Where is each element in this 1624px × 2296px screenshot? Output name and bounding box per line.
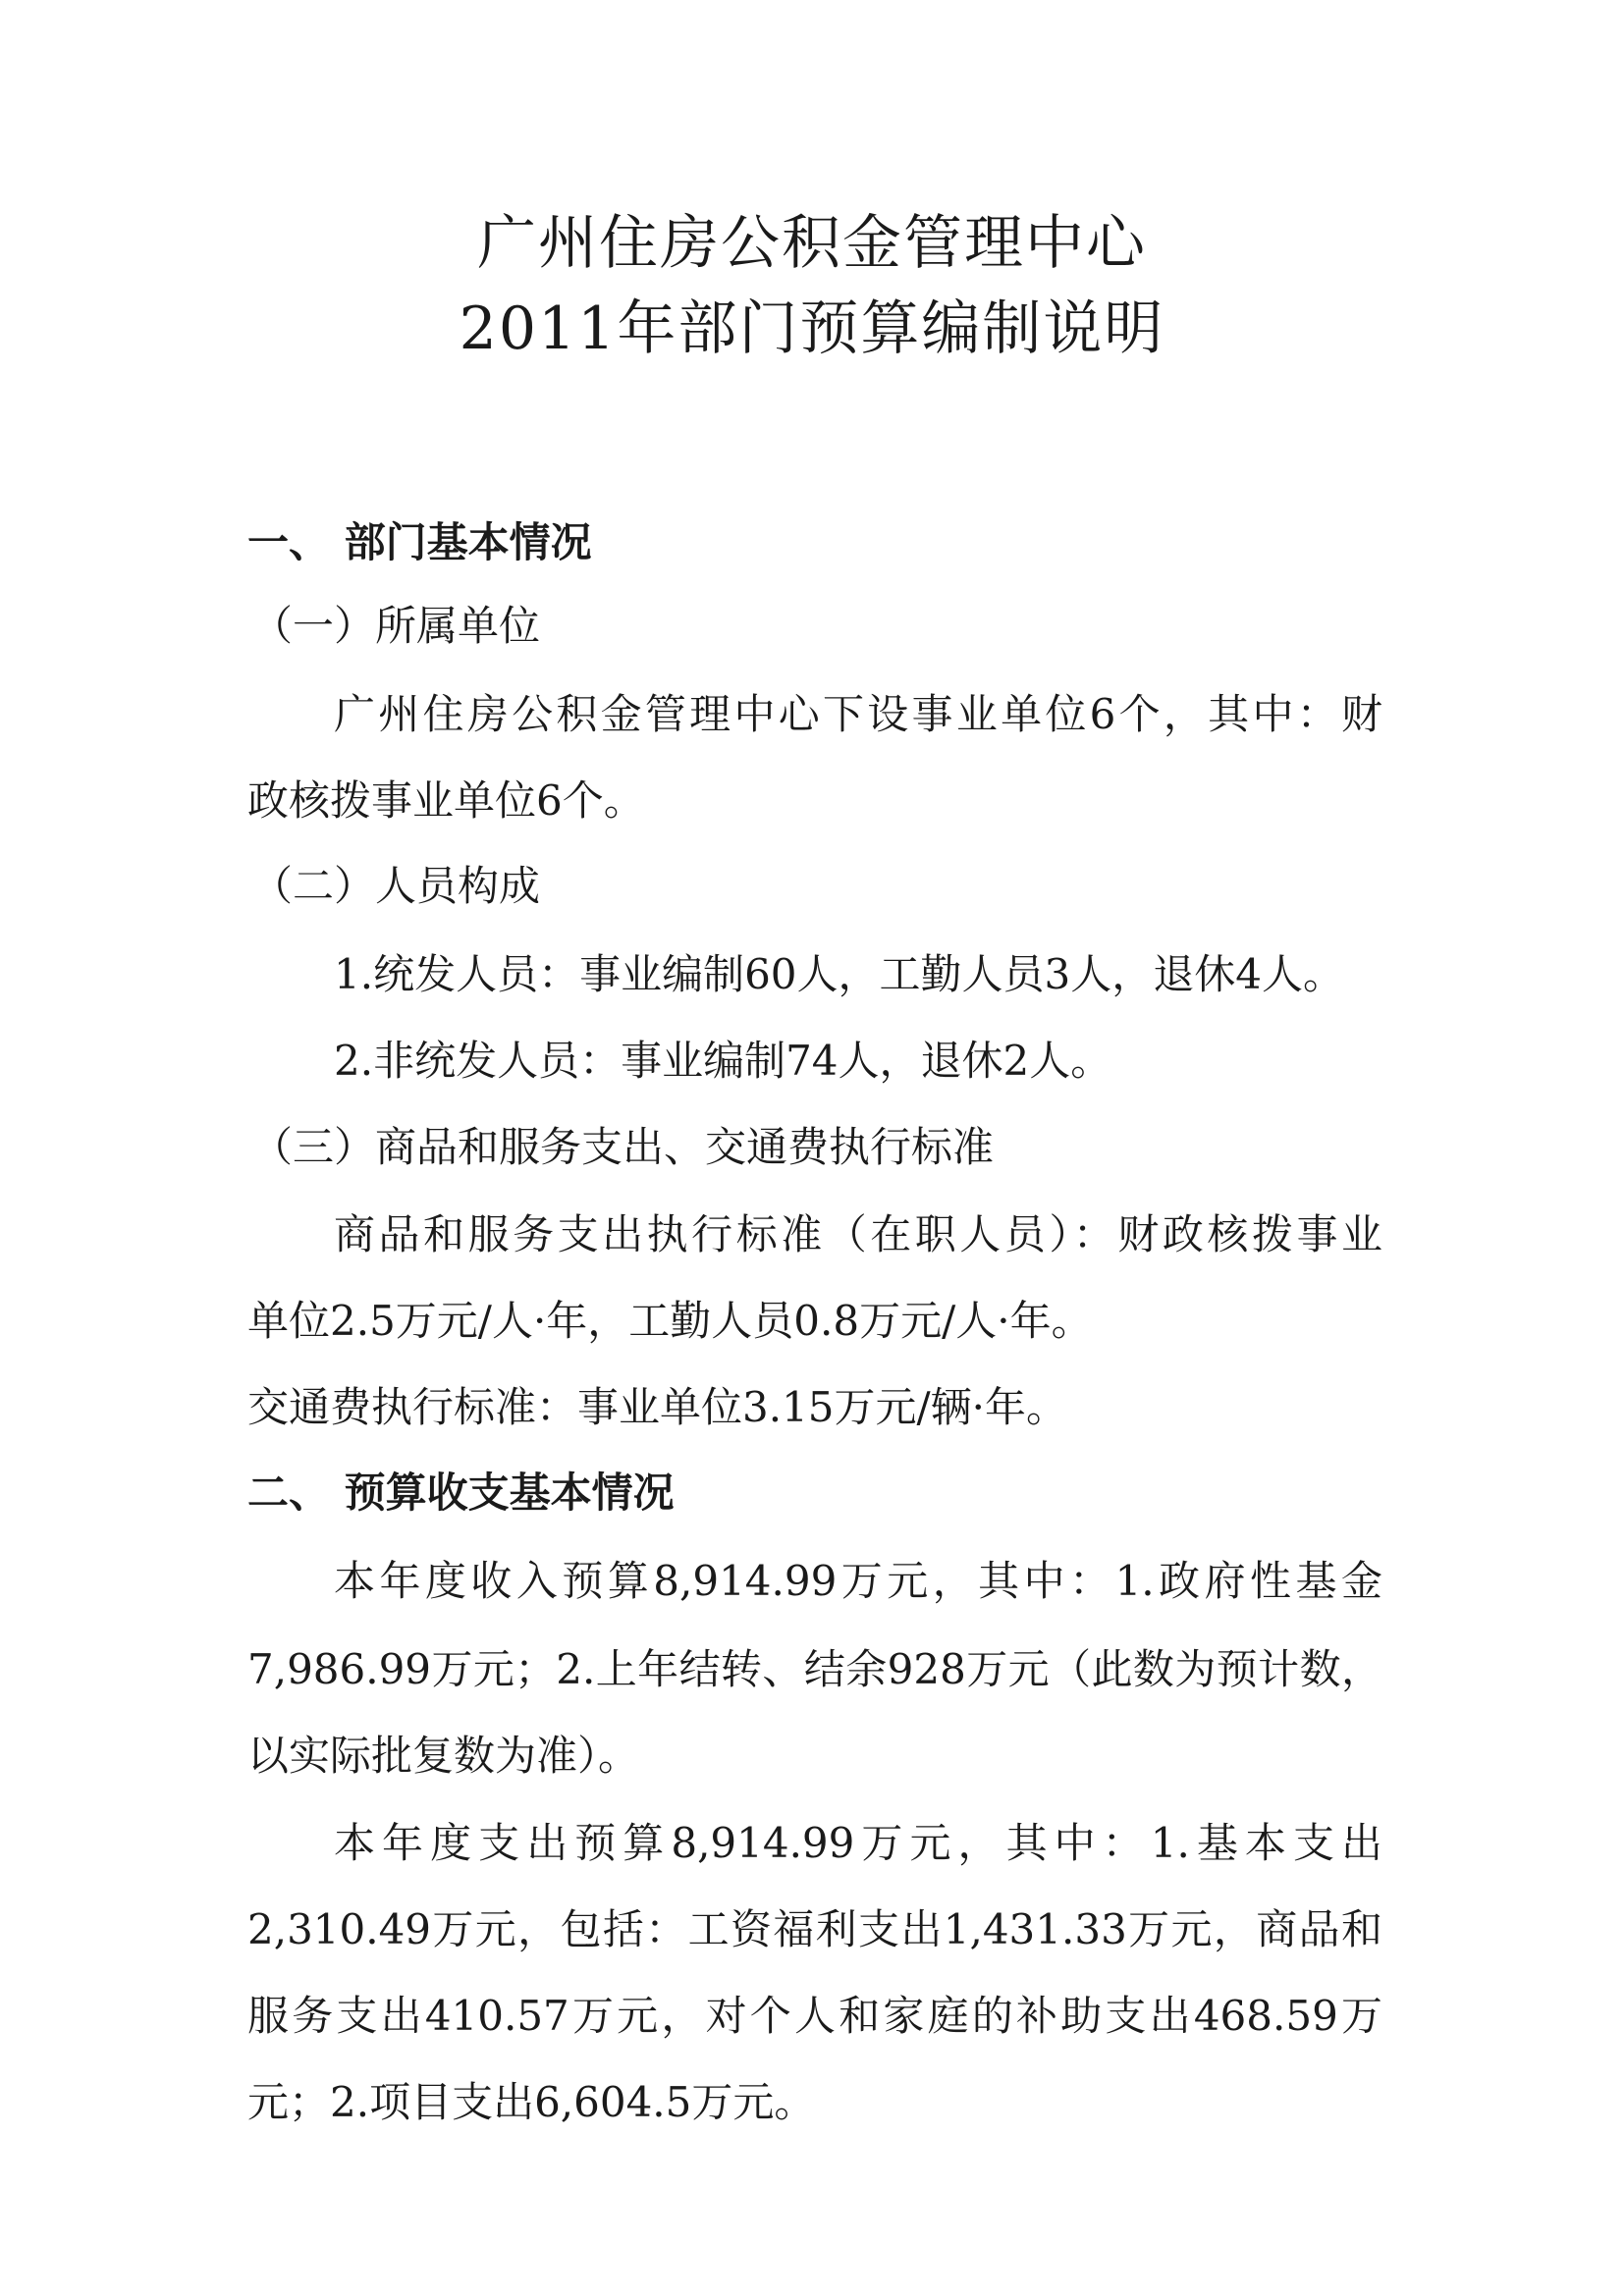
- subsection-3-heading: （三）商品和服务支出、交通费执行标准: [251, 1123, 995, 1171]
- income-paragraph-line-1: 本年度收入预算8,914.99万元，其中：1.政府性基金: [334, 1557, 1382, 1605]
- subsection-3-paragraph-line-1: 商品和服务支出执行标准（在职人员）：财政核拨事业: [334, 1210, 1382, 1258]
- staff-item-2: 2.非统发人员：事业编制74人，退休2人。: [334, 1037, 1112, 1085]
- expense-paragraph-line-4: 元；2.项目支出6,604.5万元。: [247, 2078, 816, 2126]
- subsection-1-paragraph-line-1: 广州住房公积金管理中心下设事业单位6个，其中：财: [334, 690, 1382, 738]
- expense-paragraph-line-3: 服务支出410.57万元，对个人和家庭的补助支出468.59万: [247, 1992, 1382, 2040]
- expense-paragraph-line-1: 本年度支出预算8,914.99万元，其中：1.基本支出: [334, 1819, 1382, 1867]
- subsection-3-paragraph-line-2: 单位2.5万元/人·年，工勤人员0.8万元/人·年。: [247, 1297, 1093, 1345]
- transport-standard-line: 交通费执行标准：事业单位3.15万元/辆·年。: [247, 1383, 1068, 1431]
- section-2-heading: 二、 预算收支基本情况: [247, 1468, 675, 1517]
- section-1-heading: 一、 部门基本情况: [247, 518, 592, 566]
- income-paragraph-line-2: 7,986.99万元；2.上年结转、结余928万元（此数为预计数，: [247, 1645, 1382, 1693]
- income-paragraph-line-3: 以实际批复数为准）。: [247, 1732, 640, 1780]
- subsection-2-heading: （二）人员构成: [251, 862, 541, 910]
- subsection-1-paragraph-line-2: 政核拨事业单位6个。: [247, 776, 645, 825]
- document-title-line-2: 2011年部门预算编制说明: [459, 294, 1165, 363]
- subsection-1-heading: （一）所属单位: [251, 602, 541, 650]
- staff-item-1: 1.统发人员：事业编制60人，工勤人员3人，退休4人。: [334, 950, 1344, 998]
- expense-paragraph-line-2: 2,310.49万元，包括：工资福利支出1,431.33万元，商品和: [247, 1905, 1382, 1953]
- document-title-line-1: 广州住房公积金管理中心: [477, 209, 1147, 278]
